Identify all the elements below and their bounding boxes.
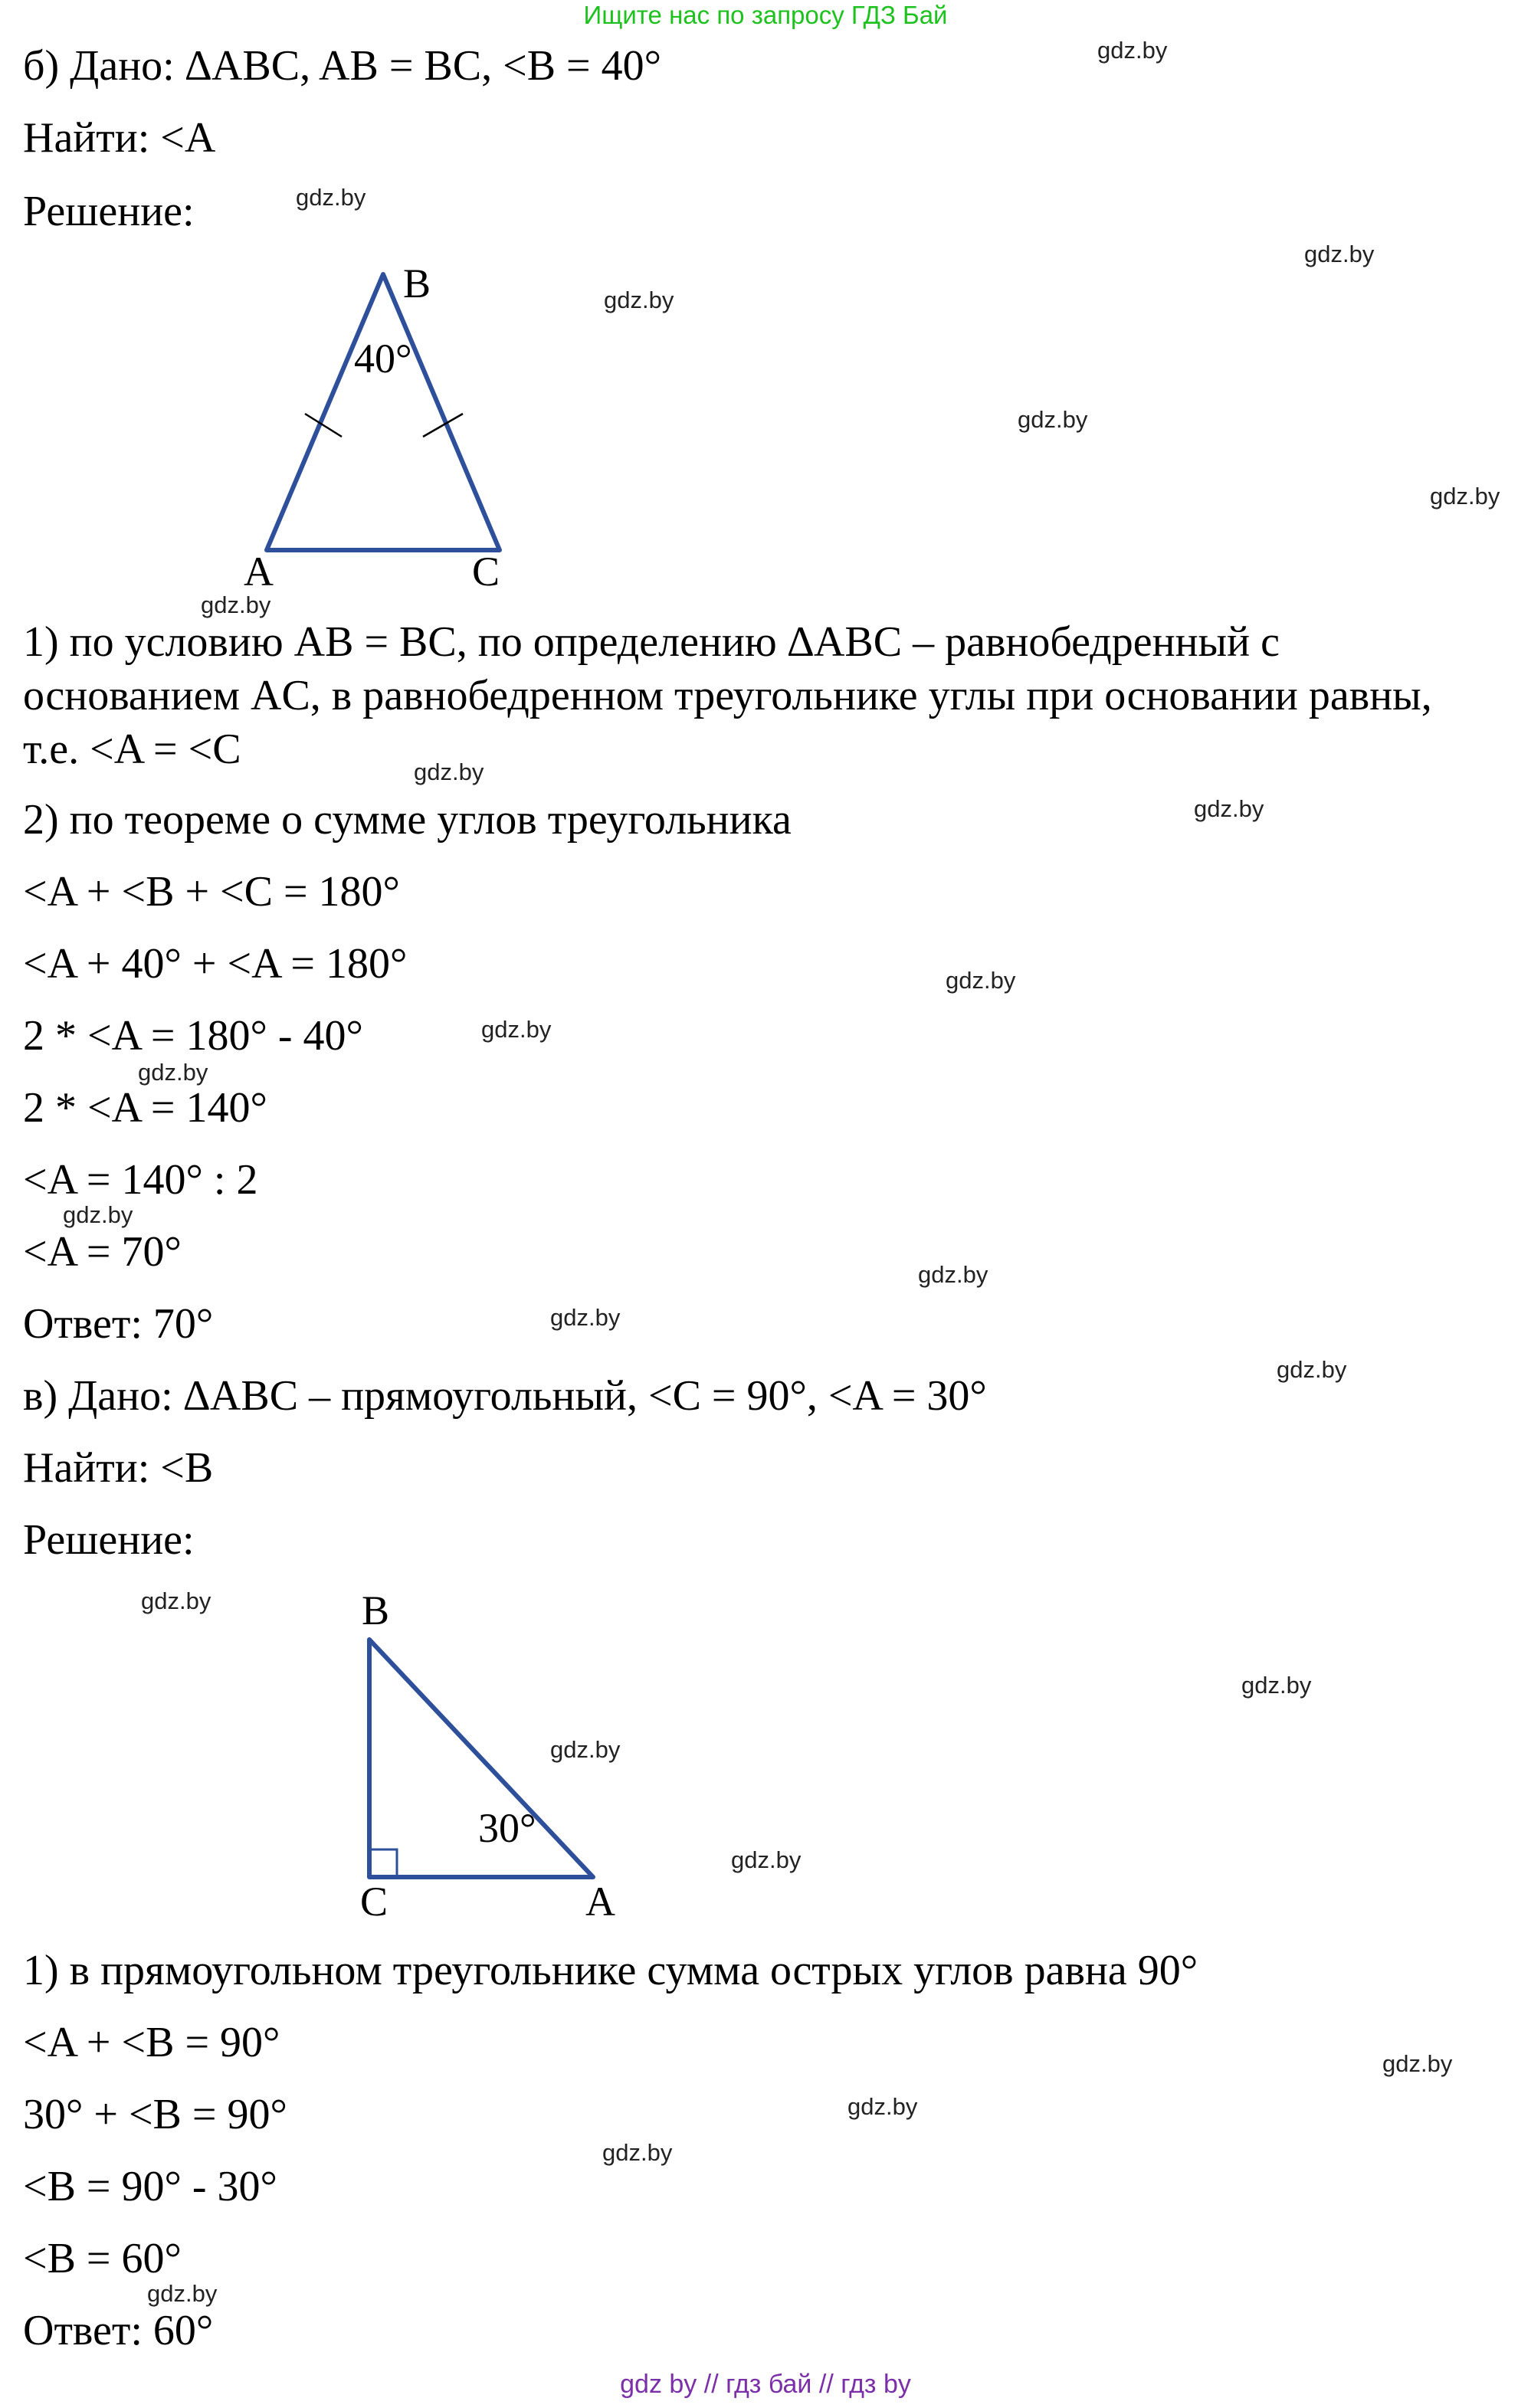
watermark: gdz.by — [1430, 483, 1500, 509]
equation-v-2: 30° + <B = 90° — [23, 2091, 287, 2138]
step1-b-line1: 1) по условию AB = BC, по определению ∆ABC – равнобедренный с — [23, 618, 1280, 666]
equation-b-4: 2 * <A = 140° — [23, 1084, 267, 1132]
watermark: gdz.by — [1382, 2050, 1453, 2077]
vertex-label-b: B — [403, 260, 431, 306]
equation-b-5: <A = 140° : 2 — [23, 1156, 258, 1204]
step1-b-line3: т.е. <A = <C — [23, 726, 241, 773]
vertex-label-c-2: C — [360, 1879, 388, 1925]
watermark: gdz.by — [1304, 241, 1375, 267]
watermark: gdz.by — [550, 1736, 621, 1763]
find-b: Найти: <A — [23, 114, 216, 162]
equation-b-3: 2 * <A = 180° - 40° — [23, 1012, 363, 1060]
footer-links[interactable]: gdz by // гдз бай // гдз by — [620, 2370, 911, 2399]
equation-v-1: <A + <B = 90° — [23, 2019, 280, 2066]
watermark: gdz.by — [141, 1587, 211, 1614]
find-v: Найти: <B — [23, 1444, 214, 1492]
watermark: gdz.by — [1097, 37, 1168, 64]
watermark: gdz.by — [481, 1016, 552, 1043]
watermark: gdz.by — [138, 1059, 208, 1086]
equation-v-4: <B = 60° — [23, 2235, 182, 2282]
watermark: gdz.by — [414, 758, 484, 785]
angle-label-40: 40° — [354, 336, 412, 382]
watermark: gdz.by — [1241, 1672, 1312, 1699]
watermark: gdz.by — [1018, 406, 1088, 433]
watermark: gdz.by — [550, 1304, 621, 1331]
watermark: gdz.by — [296, 184, 366, 211]
watermark: gdz.by — [847, 2093, 918, 2120]
given-v: в) Дано: ∆ABC – прямоугольный, <C = 90°, <A = 30° — [23, 1372, 987, 1420]
isosceles-triangle — [267, 274, 500, 550]
vertex-label-a-2: A — [585, 1879, 615, 1925]
watermark: gdz.by — [201, 591, 271, 618]
answer-v: Ответ: 60° — [23, 2307, 214, 2354]
equation-b-6: <A = 70° — [23, 1228, 182, 1276]
equation-b-1: <A + <B + <C = 180° — [23, 868, 400, 916]
vertex-label-a: A — [244, 549, 274, 595]
watermark: gdz.by — [604, 287, 674, 313]
equation-b-2: <A + 40° + <A = 180° — [23, 940, 408, 988]
step1-v: 1) в прямоугольном треугольнике сумма острых углов равна 90° — [23, 1947, 1198, 1994]
watermark: gdz.by — [946, 967, 1016, 994]
watermark: gdz.by — [63, 1201, 133, 1228]
angle-label-30: 30° — [478, 1805, 536, 1851]
step1-b-line2: основанием AC, в равнобедренном треугольнике углы при основании равны, — [23, 672, 1432, 719]
vertex-label-b-2: B — [362, 1587, 390, 1633]
watermark: gdz.by — [1277, 1356, 1347, 1383]
step2-b: 2) по теореме о сумме углов треугольника — [23, 796, 792, 844]
watermark: gdz.by — [918, 1261, 988, 1288]
watermark: gdz.by — [602, 2139, 673, 2166]
top-banner[interactable]: Ищите нас по запросу ГДЗ Бай — [583, 1, 948, 29]
watermark: gdz.by — [147, 2280, 218, 2307]
solution-heading-v: Решение: — [23, 1516, 195, 1564]
watermark: gdz.by — [1194, 795, 1264, 822]
vertex-label-c: C — [472, 549, 500, 595]
watermark: gdz.by — [731, 1846, 802, 1873]
right-angle-marker — [369, 1849, 397, 1877]
solution-heading-b: Решение: — [23, 188, 195, 235]
answer-b: Ответ: 70° — [23, 1300, 214, 1348]
equation-v-3: <B = 90° - 30° — [23, 2163, 277, 2210]
given-b: б) Дано: ∆ABC, AB = BC, <B = 40° — [23, 42, 662, 90]
